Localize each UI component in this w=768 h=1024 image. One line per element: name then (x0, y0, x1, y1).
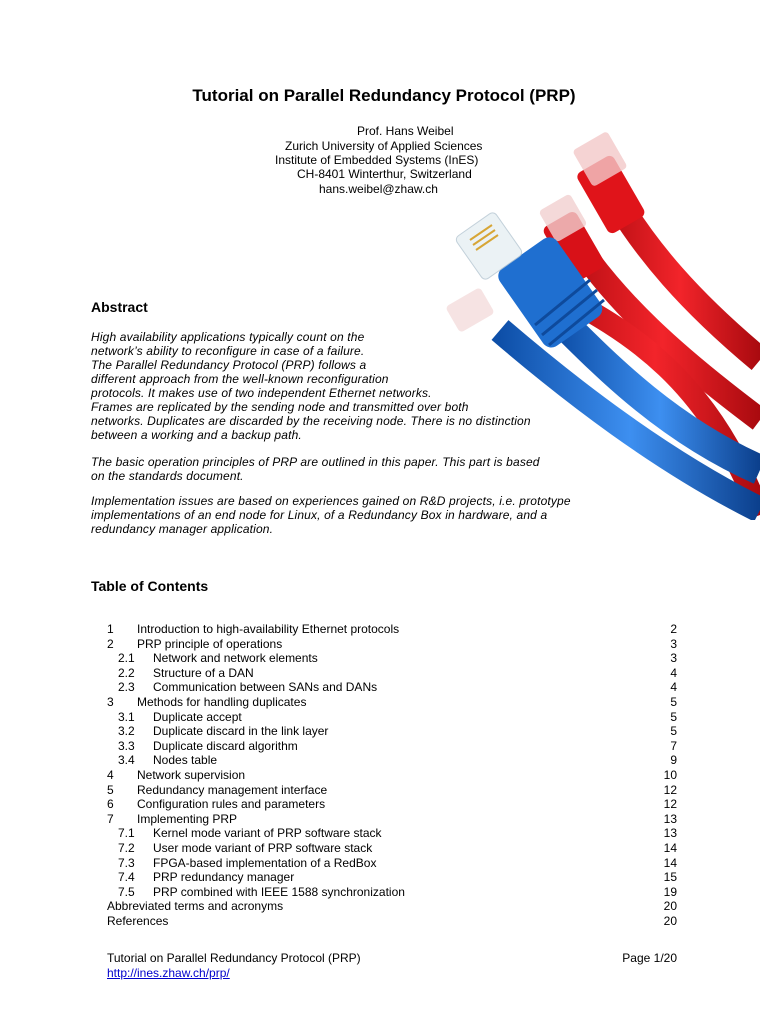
toc-entry-number: 3.4 (118, 753, 135, 768)
toc-entry-title: Introduction to high-availability Ethernet protocols (137, 622, 400, 636)
toc-entry-page: 10 (663, 767, 677, 782)
footer-page-number: Page 1/20 (622, 951, 677, 965)
toc-entry-page: 3 (670, 636, 677, 651)
toc-entry-page: 15 (663, 870, 677, 885)
abstract-paragraph-3 (91, 494, 571, 536)
toc-entry-title: FPGA-based implementation of a RedBox (153, 855, 377, 870)
toc-entry-number: 4 (107, 767, 114, 782)
abstract-line: Frames are replicated by the sending node and transmitted over both (91, 400, 469, 414)
abstract-paragraph-1 (91, 330, 531, 442)
toc-entry-number: 7.4 (118, 870, 135, 885)
abstract-line: redundancy manager application. (91, 522, 274, 536)
toc-entry-title: Duplicate discard algorithm (153, 738, 298, 753)
toc-entry-number: 5 (107, 782, 114, 797)
toc-entry-page: 12 (663, 797, 677, 812)
toc-entry-title: Methods for handling duplicates (137, 694, 307, 709)
toc-entry-page: 12 (663, 782, 677, 797)
toc-entry-page: 7 (670, 738, 677, 753)
abstract-line: different approach from the well-known reconfiguration (91, 372, 389, 386)
toc-entry-page: 20 (663, 913, 677, 928)
toc-entry[interactable] (107, 856, 677, 871)
toc-entry[interactable] (107, 885, 677, 900)
toc-entry-number: 3.2 (118, 724, 135, 739)
toc-entry-title: PRP principle of operations (137, 636, 283, 651)
toc-entry-title: Duplicate discard in the link layer (153, 724, 329, 739)
toc-entry[interactable] (107, 783, 677, 798)
toc-entry-page: 3 (670, 651, 677, 666)
toc-entry-title: PRP combined with IEEE 1588 synchronization (153, 884, 405, 899)
toc-entry-number: 2 (107, 636, 114, 651)
toc-heading: Table of Contents (91, 578, 209, 594)
toc-entry-page: 4 (670, 680, 677, 695)
toc-entry[interactable] (107, 666, 677, 681)
abstract-heading: Abstract (91, 299, 148, 315)
toc-entry-title: Redundancy management interface (137, 782, 328, 797)
toc-entry-title: Abbreviated terms and acronyms (107, 899, 284, 914)
toc-entry-page: 5 (670, 694, 677, 709)
author-email: hans.weibel@zhaw.ch (319, 182, 438, 196)
toc-entry-number: 3 (107, 694, 114, 709)
toc-entry-title: Network supervision (137, 767, 246, 782)
author-address: CH-8401 Winterthur, Switzerland (297, 167, 472, 181)
toc-entry-number: 3.1 (118, 709, 135, 724)
abstract-line: The basic operation principles of PRP are outlined in this paper. This part is based (91, 455, 540, 469)
toc-entry-title: Network and network elements (153, 651, 318, 666)
toc-entry[interactable] (107, 914, 677, 929)
footer-title: Tutorial on Parallel Redundancy Protocol (PRP) (107, 951, 361, 965)
toc-entry-number: 2.3 (118, 680, 135, 695)
toc-entry[interactable] (107, 899, 677, 914)
toc-entry-title: Communication between SANs and DANs (153, 680, 378, 695)
toc-entry[interactable] (107, 710, 677, 725)
toc-entry-title: Kernel mode variant of PRP software stack (153, 826, 382, 841)
toc-entry[interactable] (107, 797, 677, 812)
toc-entry-number: 7 (107, 811, 114, 826)
abstract-line: High availability applications typically count on the (91, 330, 365, 344)
toc-entry[interactable] (107, 812, 677, 827)
toc-entry[interactable] (107, 680, 677, 695)
toc-entry-page: 14 (663, 855, 677, 870)
table-of-contents (107, 622, 677, 928)
toc-entry-title: Implementing PRP (137, 811, 238, 826)
toc-entry-title: Configuration rules and parameters (137, 797, 326, 812)
toc-entry-title: Nodes table (153, 753, 218, 768)
toc-entry[interactable] (107, 870, 677, 885)
toc-entry-number: 2.2 (118, 665, 135, 680)
toc-entry-page: 13 (663, 826, 677, 841)
abstract-line: Implementation issues are based on experiences gained on R&D projects, i.e. prototype (91, 494, 571, 508)
footer-link[interactable]: http://ines.zhaw.ch/prp/ (107, 966, 230, 980)
author-affiliation-university: Zurich University of Applied Sciences (285, 139, 483, 153)
toc-entry-page: 2 (670, 622, 677, 636)
abstract-line: on the standards document. (91, 469, 244, 483)
toc-entry-title: User mode variant of PRP software stack (153, 840, 373, 855)
abstract-line: between a working and a backup path. (91, 428, 302, 442)
toc-entry[interactable] (107, 826, 677, 841)
document-title: Tutorial on Parallel Redundancy Protocol (PRP) (192, 86, 576, 105)
toc-entry-page: 19 (663, 884, 677, 899)
toc-entry-page: 20 (663, 899, 677, 914)
toc-entry[interactable] (107, 841, 677, 856)
abstract-line: The Parallel Redundancy Protocol (PRP) follows a (91, 358, 367, 372)
toc-entry-page: 13 (663, 811, 677, 826)
abstract-line: network’s ability to reconfigure in case of a failure. (91, 344, 365, 358)
toc-entry[interactable] (107, 651, 677, 666)
toc-entry-number: 7.1 (118, 826, 135, 841)
toc-entry-page: 4 (670, 665, 677, 680)
toc-entry-number: 1 (107, 622, 114, 636)
abstract-line: implementations of an end node for Linux, of a Redundancy Box in hardware, and a (91, 508, 548, 522)
abstract-paragraph-2 (91, 455, 540, 483)
toc-entry-page: 14 (663, 840, 677, 855)
toc-entry-number: 7.3 (118, 855, 135, 870)
toc-entry-title: Structure of a DAN (153, 665, 254, 680)
author-affiliation-institute: Institute of Embedded Systems (InES) (275, 153, 479, 167)
toc-entry-number: 3.3 (118, 738, 135, 753)
toc-entry-page: 5 (670, 724, 677, 739)
toc-entry-title: Duplicate accept (153, 709, 242, 724)
toc-entry[interactable] (107, 753, 677, 768)
author-name: Prof. Hans Weibel (357, 124, 454, 138)
toc-entry-number: 6 (107, 797, 114, 812)
toc-entry-page: 5 (670, 709, 677, 724)
toc-entry[interactable] (107, 724, 677, 739)
toc-entry[interactable] (107, 695, 677, 710)
toc-entry[interactable] (107, 739, 677, 754)
toc-entry-title: PRP redundancy manager (153, 870, 295, 885)
abstract-line: networks. Duplicates are discarded by the receiving node. There is no distinction (91, 414, 531, 428)
toc-entry[interactable] (107, 637, 677, 652)
toc-entry-title: References (107, 913, 169, 928)
toc-entry-number: 7.5 (118, 884, 135, 899)
abstract-line: protocols. It makes use of two independent Ethernet networks. (91, 386, 432, 400)
toc-entry[interactable] (107, 622, 677, 637)
toc-entry-number: 7.2 (118, 840, 135, 855)
toc-entry-page: 9 (670, 753, 677, 768)
toc-entry[interactable] (107, 768, 677, 783)
toc-entry-number: 2.1 (118, 651, 135, 666)
